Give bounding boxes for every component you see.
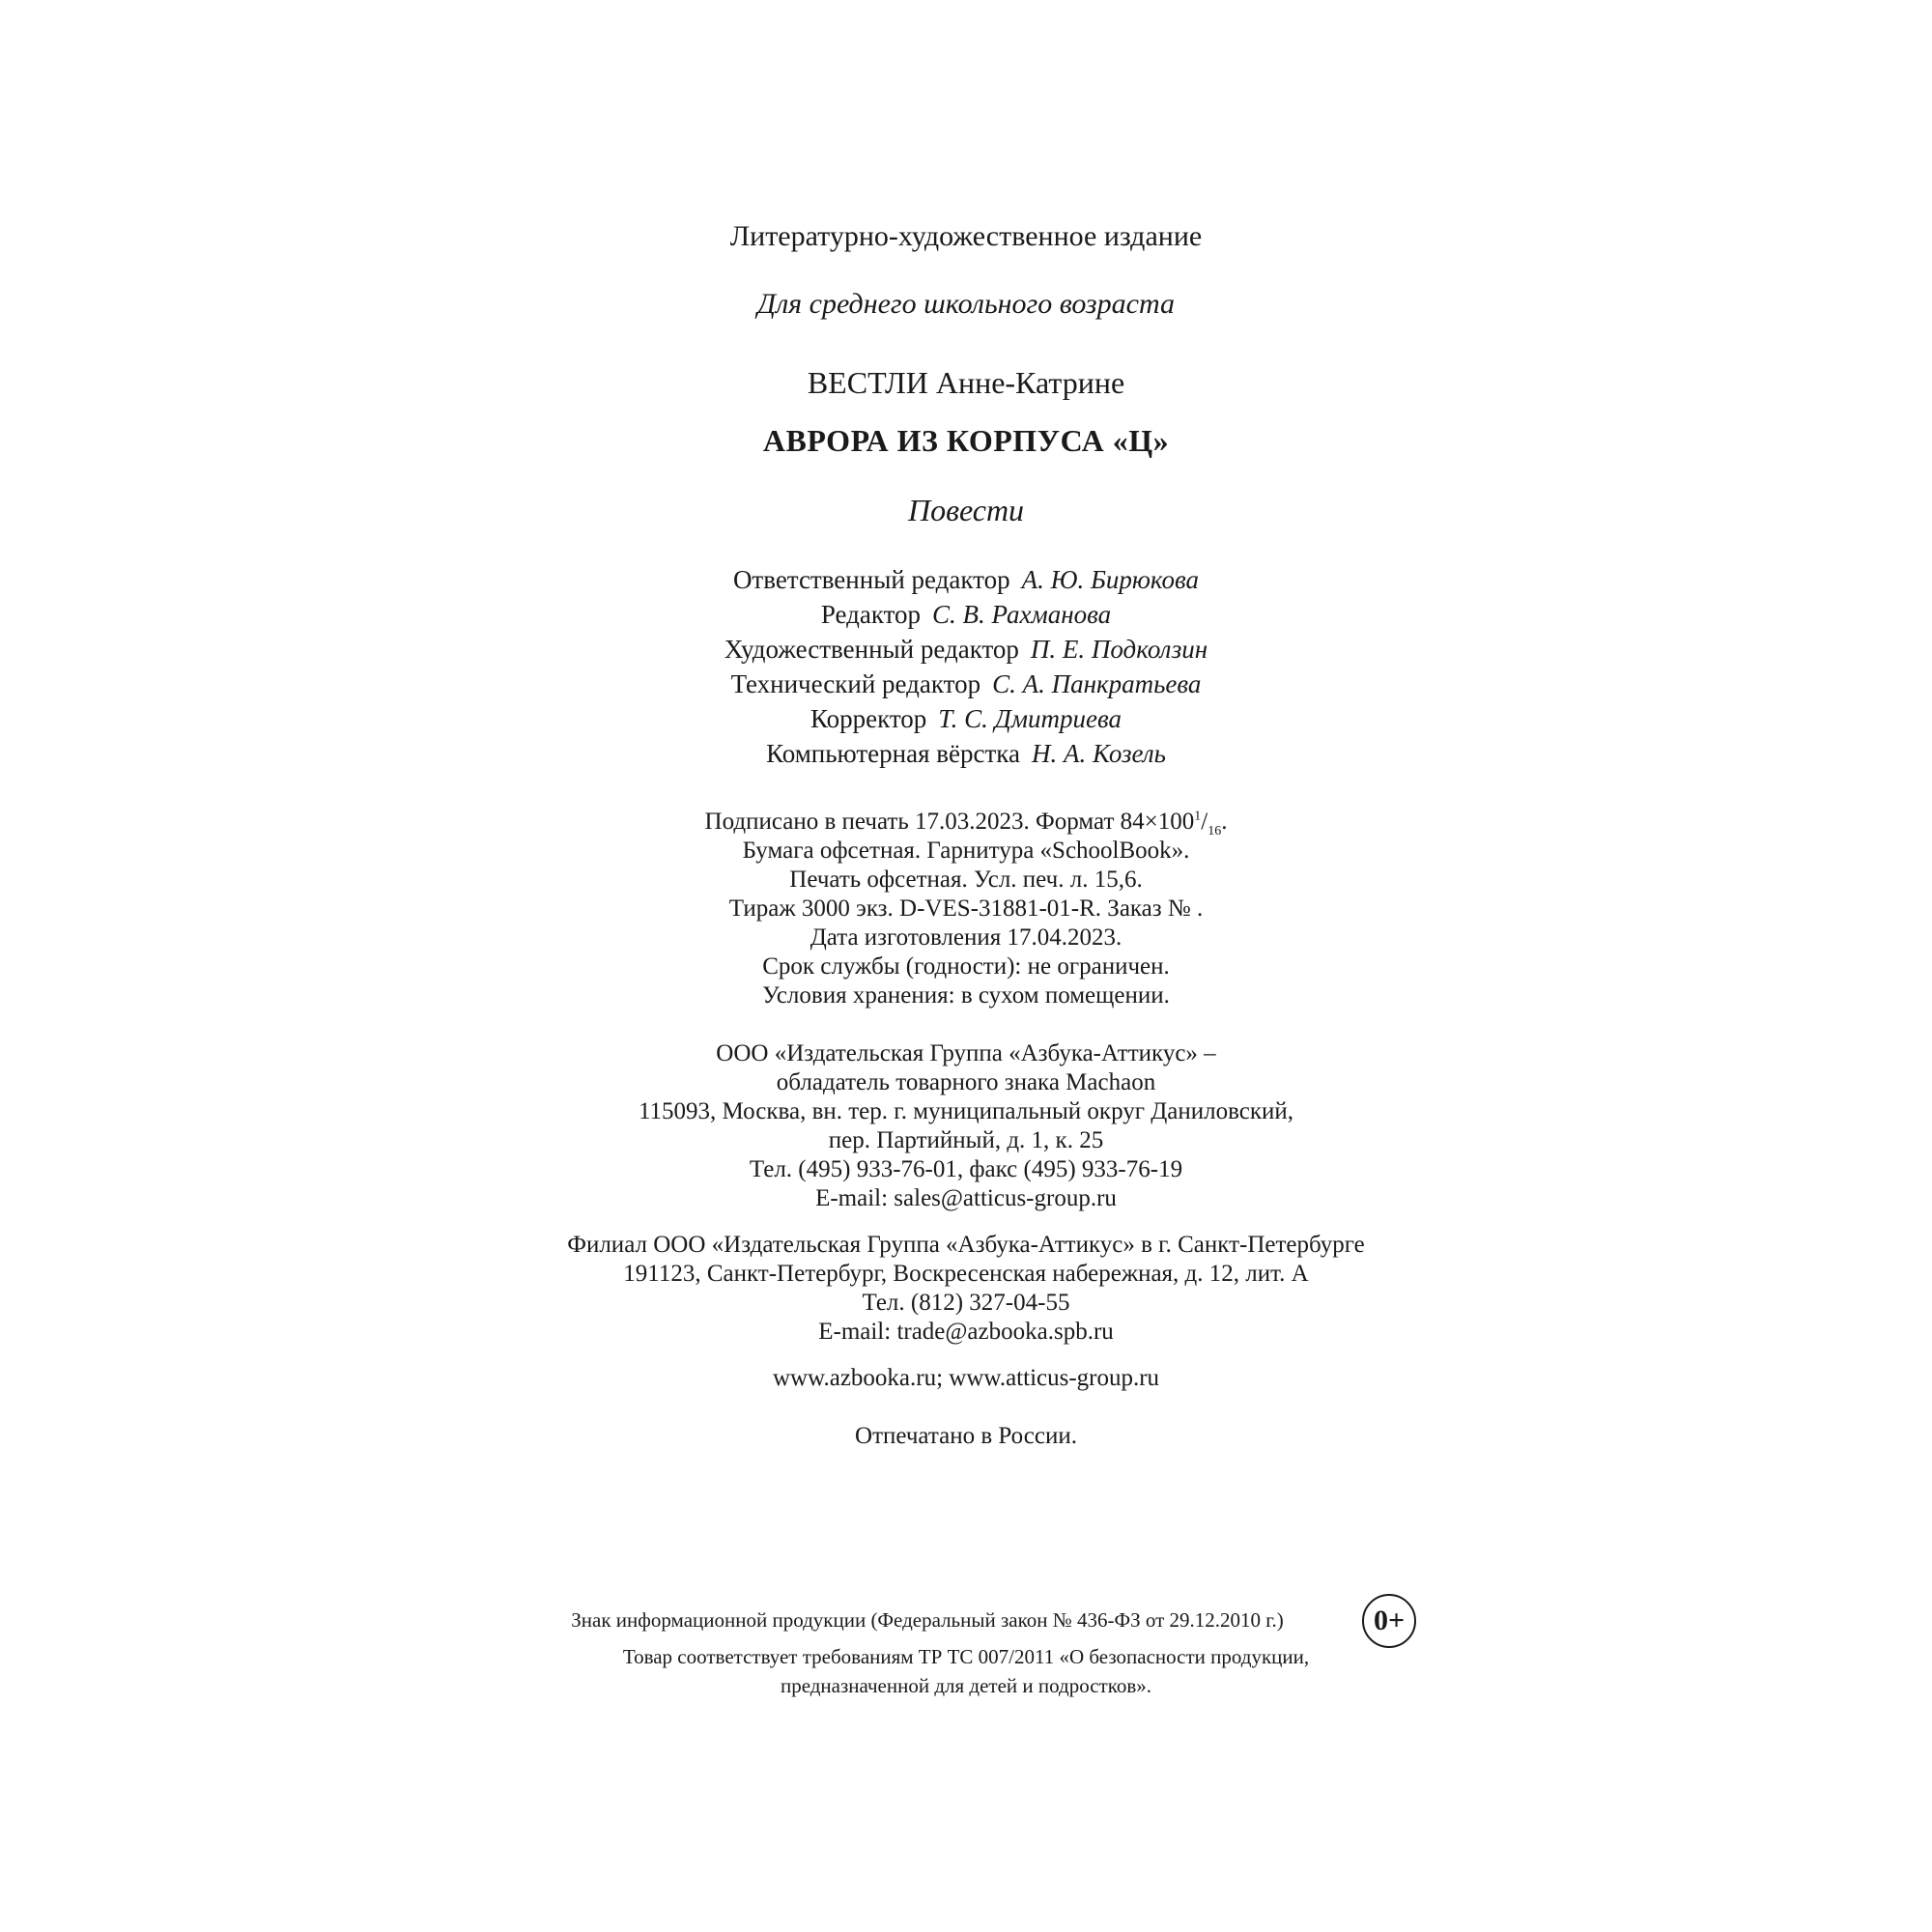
branch-phone: Тел. (812) 327-04-55 [862,1290,1070,1316]
publisher-phone: Тел. (495) 933-76-01, факс (495) 933-76-19 [749,1156,1183,1182]
publisher-address: 115093, Москва, вн. тер. г. муниципальный округ Даниловский, [638,1098,1294,1124]
imprint-date: Дата изготовления 17.04.2023. [810,924,1122,951]
imprint-circulation: Тираж 3000 экз. D-VES-31881-01-R. Заказ № . [728,895,1204,922]
branch-email: E-mail: trade@azbooka.spb.ru [818,1319,1114,1345]
genre: Повести [907,493,1025,527]
credit-person: Т. С. Дмитриева [938,704,1122,733]
info-product-mark: Знак информационной продукции (Федеральный закон № 436-ФЗ от 29.12.2010 г.) [571,1608,1284,1632]
credit-person: С. А. Панкратьева [992,669,1202,698]
credit-person: А. Ю. Бирюкова [1021,565,1200,594]
credit-person: Н. А. Козель [1031,739,1166,768]
credit-person: С. В. Рахманова [932,600,1112,629]
branch-address: 191123, Санкт-Петербург, Воскресенская набережная, д. 12, лит. А [623,1261,1309,1287]
age-group: Для среднего школьного возраста [757,288,1175,320]
publisher-name: ООО «Издательская Группа «Азбука-Аттикус» – [716,1040,1216,1066]
credit-line [0,671,1932,697]
format-slash: / [1201,809,1208,835]
credit-line [0,567,1932,593]
branch-name: Филиал ООО «Издательская Группа «Азбука-Аттикус» в г. Санкт-Петербурге [567,1232,1365,1258]
credit-role: Компьютерная вёрстка [766,739,1020,768]
imprint-paper: Бумага офсетная. Гарнитура «SchoolBook». [742,838,1190,864]
publisher-trademark: обладатель товарного знака Machaon [776,1069,1156,1095]
compliance-line-2: предназначенной для детей и подростков». [780,1674,1152,1697]
publisher-email: E-mail: sales@atticus-group.ru [815,1185,1117,1211]
imprint-signed-text: Подписано в печать 17.03.2023. Формат 84×100 [704,809,1195,835]
format-numerator: 1 [1194,809,1202,824]
imprint-storage: Условия хранения: в сухом помещении. [762,982,1170,1009]
credit-line [0,637,1932,663]
credit-role: Редактор [820,600,922,629]
credit-line [0,706,1932,732]
credit-role: Художественный редактор [724,635,1019,664]
age-rating-badge: 0+ [1362,1594,1416,1648]
credit-role: Технический редактор [730,669,981,698]
credit-line [0,602,1932,628]
credit-person: П. Е. Подколзин [1030,635,1208,664]
publisher-address-street: пер. Партийный, д. 1, к. 25 [828,1127,1104,1153]
credit-role: Ответственный редактор [732,565,1010,594]
imprint-signed-format [0,810,1932,838]
book-title: АВРОРА ИЗ КОРПУСА «Ц» [762,423,1170,458]
credit-role: Корректор [810,704,927,733]
imprint-shelf-life: Срок службы (годности): не ограничен. [762,953,1170,980]
format-denominator: 16 [1208,824,1222,838]
printed-in: Отпечатано в России. [855,1423,1077,1449]
format-period: . [1221,809,1228,835]
author-name: ВЕСТЛИ Анне-Катрине [807,365,1125,400]
edition-type: Литературно-художественное издание [729,220,1203,252]
imprint-print: Печать офсетная. Усл. печ. л. 15,6. [789,867,1143,893]
websites: www.azbooka.ru; www.atticus-group.ru [772,1365,1160,1391]
credit-line [0,741,1932,767]
compliance-line-1: Товар соответствует требованиям ТР ТС 007/2011 «О безопасности продукции, [622,1645,1310,1668]
